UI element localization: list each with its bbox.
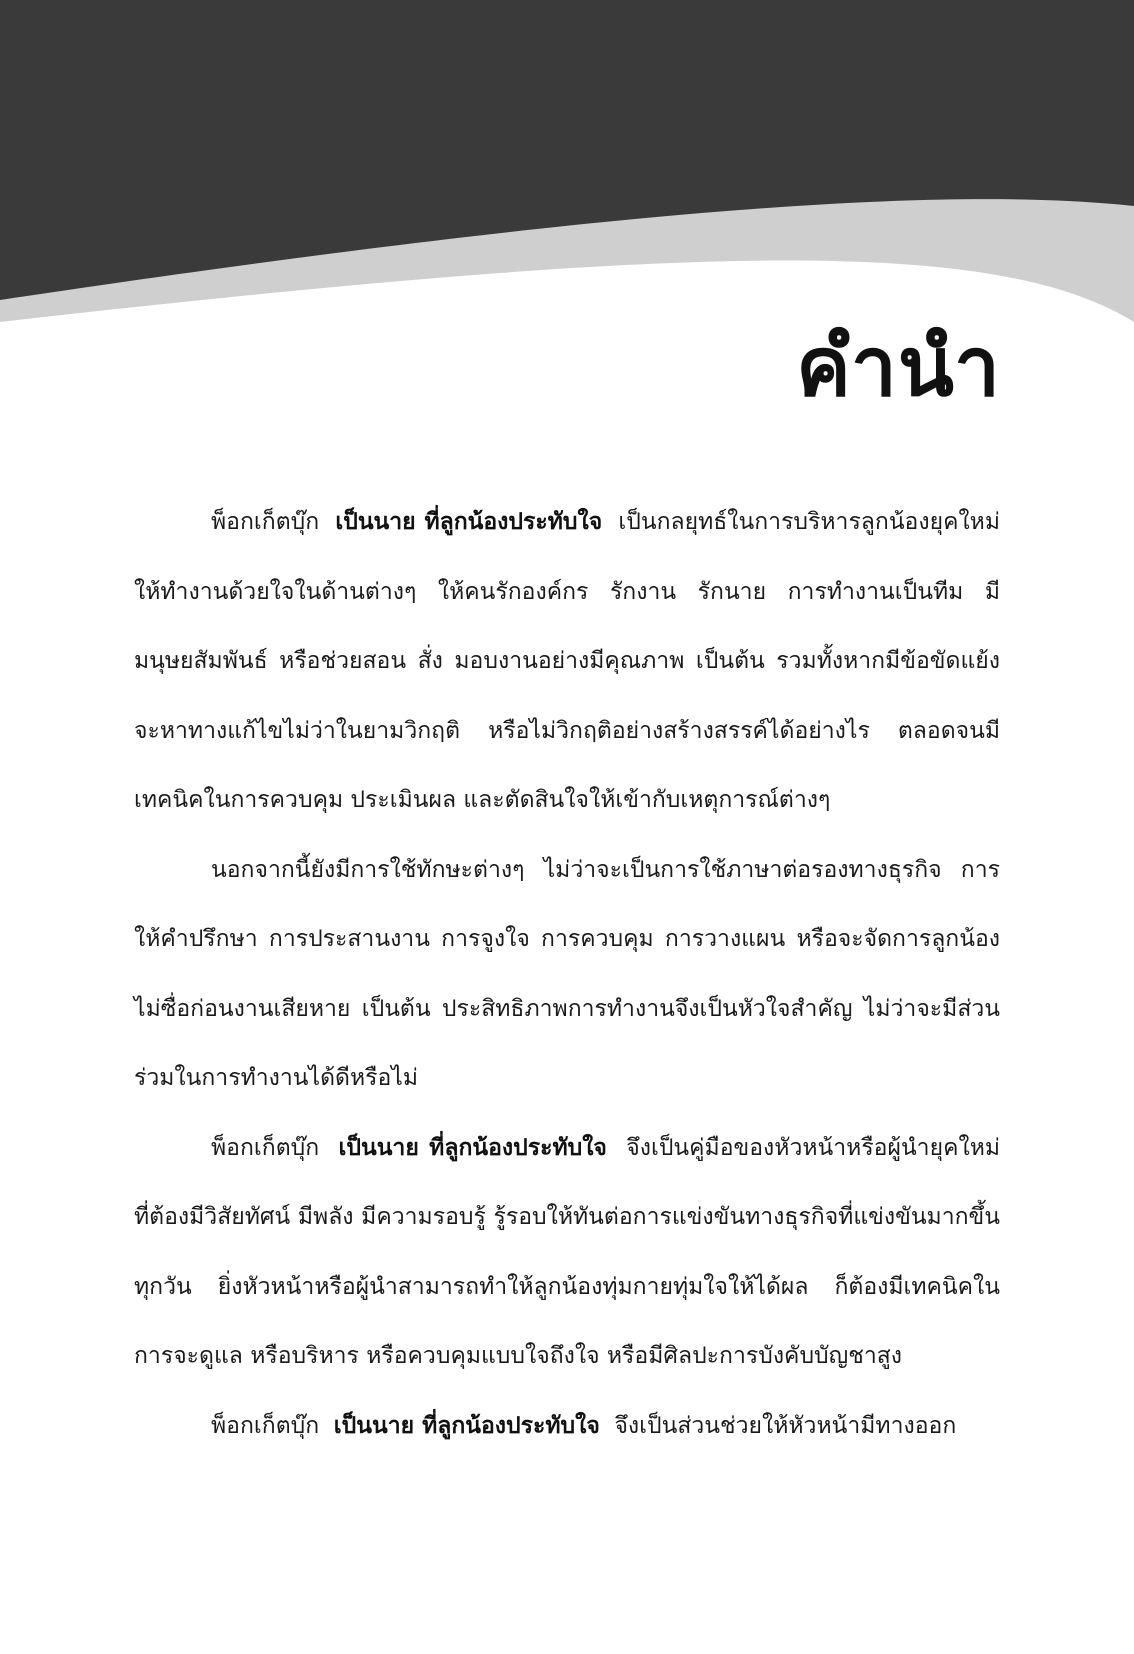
- header-wave-graphic: [0, 0, 1134, 340]
- book-title-bold: เป็นนาย ที่ลูกน้องประทับใจ: [338, 1134, 607, 1161]
- preface-body: [134, 488, 1000, 1461]
- paragraph-lead: พ็อกเก็ตบุ๊ก: [211, 1412, 320, 1439]
- paragraph-4: [134, 1392, 1000, 1462]
- paragraph-text: จึงเป็นคู่มือของหัวหน้าหรือผู้นำยุคใหม่ที่ต้องมีวิสัยทัศน์ มีพลัง มีความรอบรู้ รู้รอบให้ทันต่อการแข่งขันทางธุรกิจที่แข่งขันมากขึ้นทุกวัน ยิ่งหัวหน้าหรือผู้นำสามารถทำให้ลูกน้องทุ่มกายทุ่มใจให้ได้ผล ก็ต้องมีเทคนิคในการจะดูแล หรือบริหาร หรือควบคุมแบบใจถึงใจ หรือมีศิลปะการบังคับบัญชาสูง: [134, 1134, 1001, 1369]
- paragraph-text: จึงเป็นส่วนช่วยให้หัวหน้ามีทางออก: [614, 1412, 957, 1439]
- paragraph-lead: พ็อกเก็ตบุ๊ก: [211, 1134, 320, 1161]
- paragraph-text: นอกจากนี้ยังมีการใช้ทักษะต่างๆ ไม่ว่าจะเป็นการใช้ภาษาต่อรองทางธุรกิจ การให้คำปรึกษา การประสานงาน การจูงใจ การควบคุม การวางแผน หรือจะจัดการลูกน้องไม่ซื่อก่อนงานเสียหาย เป็นต้น ประสิทธิภาพการทำงานจึงเป็นหัวใจสำคัญ ไม่ว่าจะมีส่วนร่วมในการทำงานได้ดีหรือไม่: [134, 856, 1001, 1091]
- paragraph-2: [134, 836, 1000, 1114]
- book-title-bold: เป็นนาย ที่ลูกน้องประทับใจ: [335, 509, 603, 535]
- paragraph-text: เป็นกลยุทธ์ในการบริหารลูกน้องยุคใหม่ให้ทำงานด้วยใจในด้านต่างๆ ให้คนรักองค์กร รักงาน รักนาย การทำงานเป็นทีม มีมนุษยสัมพันธ์ หรือช่วยสอน สั่ง มอบงานอย่างมีคุณภาพ เป็นต้น รวมทั้งหากมีข้อขัดแย้งจะหาทางแก้ไขไม่ว่าในยามวิกฤติ หรือไม่วิกฤติอย่างสร้างสรรค์ได้อย่างไร ตลอดจนมีเทคนิคในการควบคุม ประเมินผล และตัดสินใจให้เข้ากับเหตุการณ์ต่างๆ: [134, 509, 1001, 813]
- book-title-bold: เป็นนาย ที่ลูกน้องประทับใจ: [333, 1412, 600, 1439]
- page-title: คำนำ: [796, 320, 1001, 415]
- paragraph-1: [134, 488, 1000, 836]
- paragraph-lead: พ็อกเก็ตบุ๊ก: [211, 509, 320, 535]
- paragraph-3: [134, 1114, 1000, 1392]
